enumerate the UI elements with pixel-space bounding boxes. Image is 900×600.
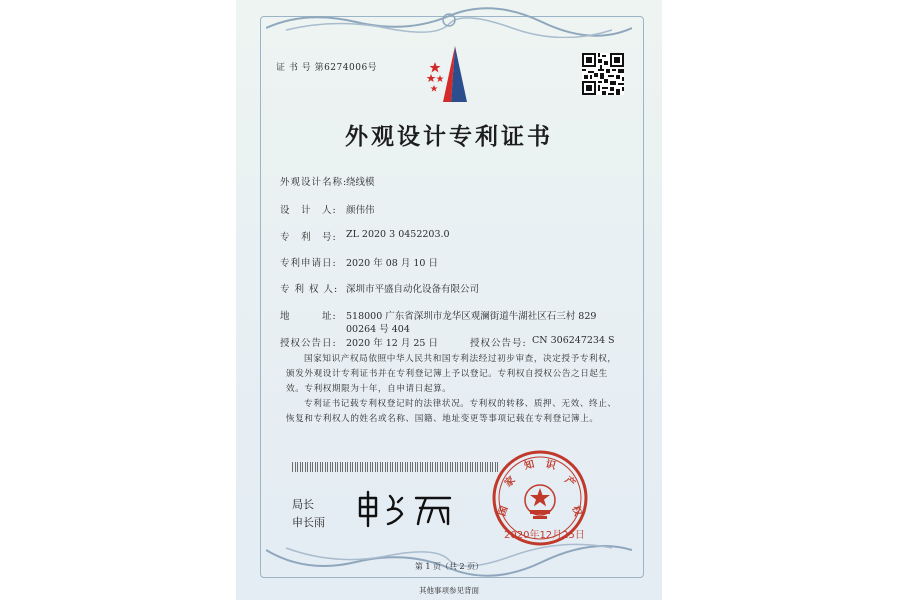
application-date-label: 专利申请日: — [280, 258, 337, 269]
legal-status-paragraph: 专利证书记载专利权登记时的法律状况。专利权的转移、质押、无效、终止、恢复和专利权人的姓名或名称、国籍、地址变更等事项记载在专利登记簿上。 — [286, 399, 617, 424]
certificate-title: 外观设计专利证书 — [345, 123, 553, 150]
design-name-value: 绕线模 — [346, 177, 375, 188]
designer-label: 设 计 人: — [280, 205, 337, 216]
svg-text:国: 国 — [496, 504, 511, 518]
address-label: 地 址: — [280, 311, 337, 322]
signatory-name: 申长雨 — [292, 516, 325, 529]
top-ornament — [266, 6, 632, 38]
svg-text:产: 产 — [562, 474, 578, 490]
application-date-value: 2020 年 08 月 10 日 — [346, 258, 438, 269]
qr-code-icon — [582, 53, 624, 95]
grant-date-value: 2020 年 12 月 25 日 — [346, 338, 438, 349]
handwritten-signature — [354, 488, 464, 528]
back-page-note: 其他事项参见背面 — [419, 586, 479, 595]
patent-number-label: 专 利 号: — [280, 232, 337, 243]
patent-certificate — [236, 0, 662, 600]
grant-number-value: CN 306247234 S — [532, 335, 615, 346]
cnipa-logo — [421, 42, 483, 104]
grant-date-label: 授权公告日: — [280, 338, 337, 349]
svg-text:识: 识 — [544, 459, 557, 473]
certificate-number: 证 书 号 第6274006号 — [276, 63, 378, 73]
designer-value: 颜伟伟 — [346, 205, 375, 216]
seal-date: 2020年12月25日 — [504, 530, 585, 541]
address-value: 518000 广东省深圳市龙华区观澜街道牛湖社区石三村 829 — [346, 311, 597, 322]
signatory-title: 局长 — [292, 498, 314, 511]
grant-statement-paragraph: 国家知识产权局依照中华人民共和国专利法经过初步审查，决定授予专利权，颁发外观设计专利证书并在专利登记簿上予以登记。专利权自授权公告之日起生效。专利权期限为十年，自申请日起算。 — [286, 354, 617, 394]
patent-number-value: ZL 2020 3 0452203.0 — [346, 229, 450, 240]
design-name-label: 外观设计名称: — [280, 177, 348, 188]
svg-text:权: 权 — [569, 504, 584, 518]
grant-number-label: 授权公告号: — [470, 338, 527, 349]
page-indicator: 第 1 页（共 2 页） — [414, 562, 484, 571]
svg-text:知: 知 — [523, 459, 536, 473]
patentee-value: 深圳市平盛自动化设备有限公司 — [346, 284, 480, 295]
patentee-label: 专 利 权 人: — [280, 284, 339, 295]
address-value-line-2: 00264 号 404 — [346, 324, 410, 335]
security-barcode — [292, 462, 498, 472]
svg-text:家: 家 — [502, 474, 518, 490]
